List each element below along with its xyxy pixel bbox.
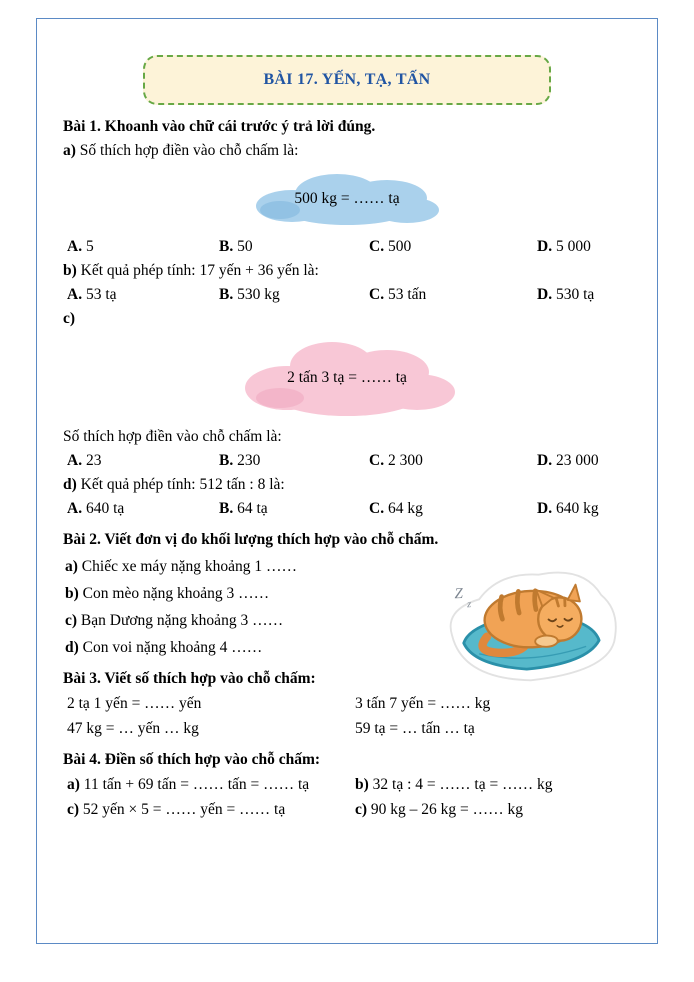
ex3-row-2 [63,720,631,738]
ex1-a-options [63,238,631,256]
item-text: Chiếc xe máy nặng khoảng 1 …… [81,558,298,575]
option-value: 53 tấn [387,286,427,303]
ex3-cell: 2 tạ 1 yến = …… yến [67,695,202,712]
ex4-cell [355,776,631,794]
item-text: 32 tạ : 4 = …… tạ = …… kg [372,776,553,793]
ex1-heading: Bài 1. Khoanh vào chữ cái trước ý trả lời đúng. [63,118,376,135]
ex1-c-cloud-text: 2 tấn 3 tạ = …… tạ [287,369,407,386]
item-label: b) [355,776,369,793]
ex3-cell: 59 tạ = … tấn … tạ [355,720,475,737]
ex4-cell [355,801,631,819]
option-value: 5 [85,238,94,255]
item-label: d) [65,639,79,656]
ex2-body [63,558,631,657]
ex1-c-options [63,452,631,470]
option-c [369,452,537,470]
ex1-b-text: Kết quả phép tính: 17 yến + 36 yến là: [80,262,319,279]
item-text: Con mèo nặng khoảng 3 …… [82,585,270,602]
pink-cloud-illustration [232,336,462,420]
option-d [537,238,631,256]
option-value: 23 [85,452,102,469]
option-value: 530 kg [237,286,280,303]
option-letter: C. [369,238,385,255]
option-value: 500 [387,238,412,255]
ex1-part-c [63,310,631,328]
ex1-part-d [63,476,631,494]
option-letter: C. [369,500,385,517]
option-b [219,286,369,304]
option-value: 64 kg [387,500,423,517]
option-value: 230 [237,452,261,469]
option-c [369,500,537,518]
option-letter: C. [369,452,385,469]
option-letter: A. [67,452,83,469]
item-text: 52 yến × 5 = …… yến = …… tạ [82,801,286,818]
option-letter: A. [67,286,83,303]
option-d [537,500,631,518]
item-text: Con voi nặng khoảng 4 …… [82,639,263,656]
ex4-heading: Bài 4. Điền số thích hợp vào chỗ chấm: [63,751,321,768]
option-a [67,452,219,470]
ex1-d-label: d) [63,476,77,493]
option-letter: D. [537,500,553,517]
option-letter: B. [219,286,234,303]
option-d [537,452,631,470]
blue-cloud-illustration [252,168,442,230]
worksheet-page [36,18,658,944]
option-c [369,238,537,256]
option-a [67,238,219,256]
option-b [219,500,369,518]
option-letter: B. [219,452,234,469]
svg-text:Z: Z [454,586,464,603]
ex3-heading: Bài 3. Viết số thích hợp vào chỗ chấm: [63,670,316,687]
title-banner [143,55,551,105]
item-label: c) [355,801,368,818]
ex3-cell: 47 kg = … yến … kg [67,720,199,737]
item-text: Bạn Dương nặng khoảng 3 …… [80,612,284,629]
item-label: c) [65,612,78,629]
ex4-row-2 [63,801,631,819]
option-letter: B. [219,500,234,517]
option-a [67,286,219,304]
option-value: 64 tạ [237,500,268,517]
ex1-a-text: Số thích hợp điền vào chỗ chấm là: [79,142,299,159]
option-value: 23 000 [555,452,599,469]
option-letter: B. [219,238,234,255]
ex1-part-b [63,262,631,280]
option-letter: C. [369,286,385,303]
option-letter: A. [67,238,83,255]
option-value: 530 tạ [555,286,595,303]
option-value: 50 [237,238,253,255]
item-label: b) [65,585,79,602]
option-value: 5 000 [555,238,591,255]
ex1-c-label: c) [63,310,76,327]
ex1-a-cloud-text: 500 kg = …… tạ [294,190,400,207]
option-c [369,286,537,304]
ex1-b-options [63,286,631,304]
ex1-d-text: Kết quả phép tính: 512 tấn : 8 là: [80,476,285,493]
cat-on-pillow-icon [433,557,625,690]
ex1-b-label: b) [63,262,77,279]
svg-text:z: z [466,599,472,611]
ex4-cell [67,776,355,794]
option-letter: D. [537,238,553,255]
ex3-row-1 [63,695,631,713]
option-letter: D. [537,452,553,469]
item-label: a) [65,558,78,575]
item-label: a) [67,776,80,793]
option-letter: D. [537,286,553,303]
ex4-row-1 [63,776,631,794]
ex1-d-options [63,500,631,518]
option-value: 640 kg [555,500,599,517]
ex1-c-question: Số thích hợp điền vào chỗ chấm là: [63,428,282,445]
ex4-cell [67,801,355,819]
sleeping-cat-illustration [433,557,625,695]
option-a [67,500,219,518]
ex3-cell: 3 tấn 7 yến = …… kg [355,695,491,712]
ex2-heading: Bài 2. Viết đơn vị đo khối lượng thích hợp vào chỗ chấm. [63,531,439,548]
option-value: 53 tạ [85,286,117,303]
option-letter: A. [67,500,83,517]
option-d [537,286,631,304]
option-b [219,238,369,256]
option-value: 2 300 [387,452,423,469]
item-label: c) [67,801,80,818]
ex1-part-a [63,142,631,160]
item-text: 11 tấn + 69 tấn = …… tấn = …… tạ [83,776,310,793]
ex1-a-label: a) [63,142,76,159]
lesson-title: BÀI 17. YẾN, TẠ, TẤN [263,71,431,88]
item-text: 90 kg – 26 kg = …… kg [370,801,524,818]
option-b [219,452,369,470]
option-value: 640 tạ [85,500,125,517]
